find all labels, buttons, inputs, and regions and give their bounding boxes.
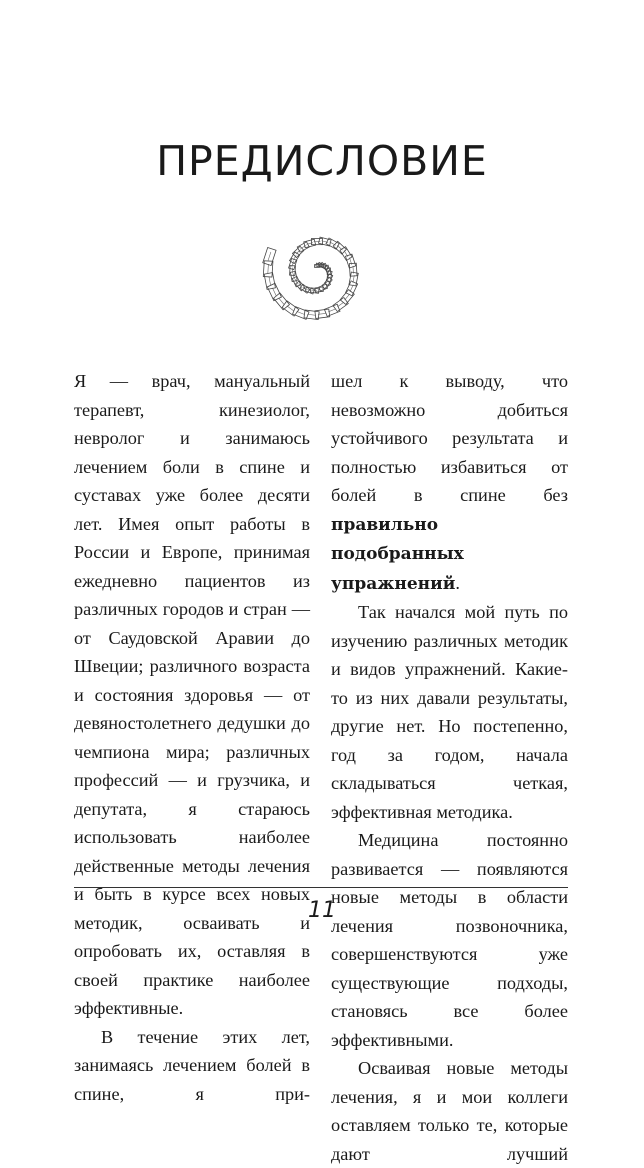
footer-rule <box>74 887 568 888</box>
paragraph: Я — врач, мануальный терапевт, кинезиолог, невролог и занимаюсь лечением боли в спине и суставах уже более десяти лет. Имея опыт работы в России и Европе, принимая ежедневно пациентов из различных городов и стран — от Саудовской Аравии до Швеции; различного возраста и состояния здоровья — от девяностолетнего дедушки до чемпиона мира; различных профессий — и грузчика, и депутата, я стараюсь использовать наиболее действенные методы лечения и быть в курсе всех новых методик, осваивать и опробовать их, оставляя в своей практике наиболее эффективные. <box>74 367 310 1023</box>
paragraph-text: шел к выводу, что невозможно добиться устойчивого результата и полностью избавиться от болей в спине без <box>331 371 568 505</box>
page-number: 11 <box>0 898 644 923</box>
paragraph: В течение этих лет, занимаясь лечением болей в спине, я при- <box>74 1023 310 1109</box>
paragraph: Осваивая новые методы лечения, я и мои коллеги оставляем только те, которые дают лучший <box>331 1054 568 1168</box>
left-text-column <box>74 367 310 1108</box>
page-title: ПРЕДИСЛОВИЕ <box>0 137 644 185</box>
right-text-column <box>331 367 568 1168</box>
bold-phrase: правильно подобранных упражнений <box>331 515 464 594</box>
paragraph: Медицина постоянно развивается — появляются новые методы в области лечения позвоночника, совершенствуются уже существующие подходы, становясь все более эффективными. <box>331 826 568 1054</box>
paragraph <box>331 367 568 598</box>
spiral-ornament-icon <box>262 212 372 332</box>
paragraph: Так начался мой путь по изучению различных методик и видов упражнений. Какие-то из них давали результаты, другие нет. Но постепенно, год за годом, начала складываться четкая, эффективная методика. <box>331 598 568 826</box>
paragraph-text: . <box>455 573 460 593</box>
